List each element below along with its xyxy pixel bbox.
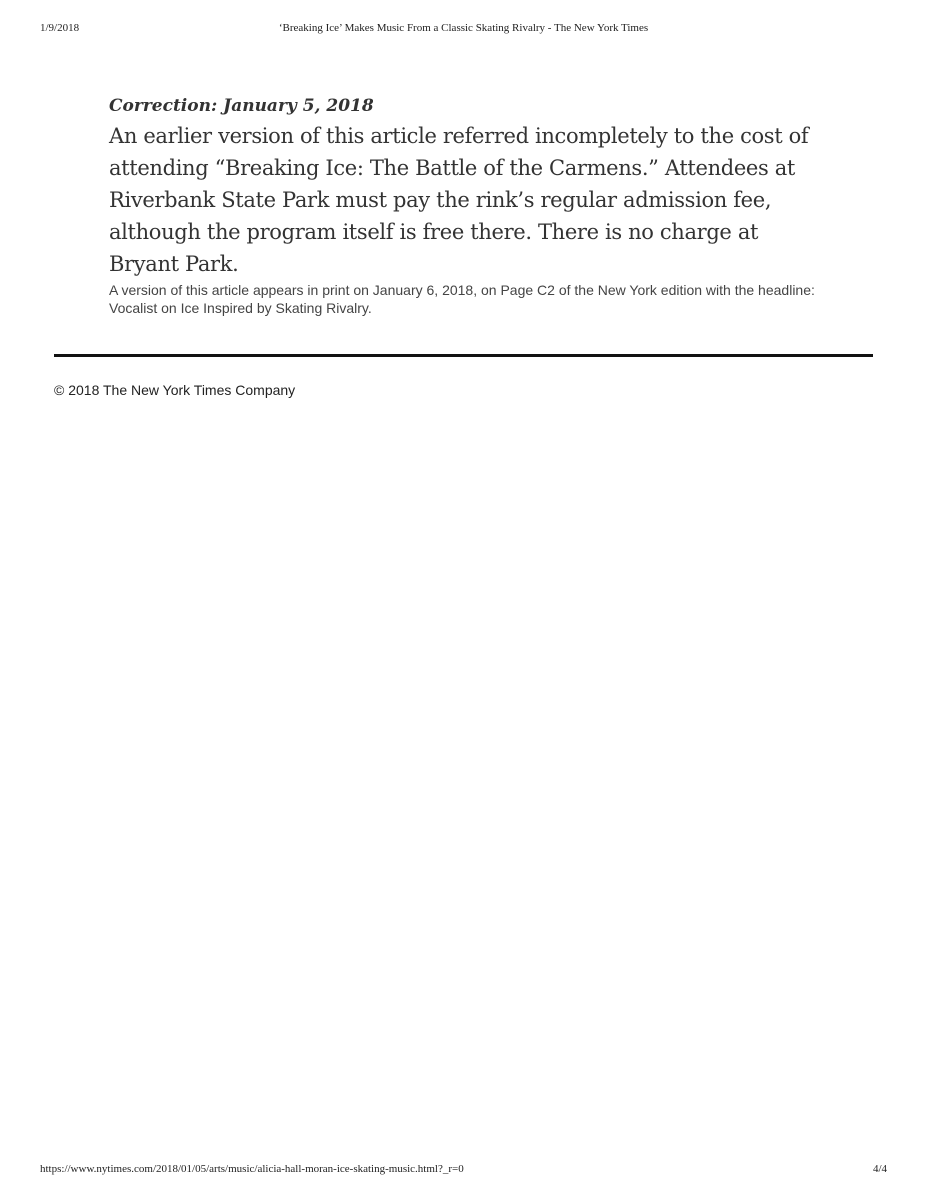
print-header xyxy=(0,22,927,38)
print-url: https://www.nytimes.com/2018/01/05/arts/music/alicia-hall-moran-ice-skating-music.html?_r=0 xyxy=(40,1163,464,1175)
print-footer xyxy=(0,1163,927,1179)
footer-divider xyxy=(54,354,873,357)
correction-body: An earlier version of this article referred incompletely to the cost of attending “Breaking Ice: The Battle of the Carmens.” Attendees at Riverbank State Park must pay the rink’s regular admission fee, although the program itself is free there. There is no charge at Bryant Park. xyxy=(109,124,809,276)
print-page-title: ‘Breaking Ice’ Makes Music From a Classic Skating Rivalry - The New York Times xyxy=(278,22,649,34)
print-page-number: 4/4 xyxy=(872,1163,887,1175)
correction-heading: Correction: January 5, 2018 xyxy=(109,96,374,116)
print-date: 1/9/2018 xyxy=(40,22,80,34)
print-edition-note: A version of this article appears in print on January 6, 2018, on Page C2 of the New York edition with the headline: Vocalist on Ice Inspired by Skating Rivalry. xyxy=(109,282,815,316)
copyright-notice: © 2018 The New York Times Company xyxy=(54,382,296,398)
correction-block xyxy=(109,93,829,317)
